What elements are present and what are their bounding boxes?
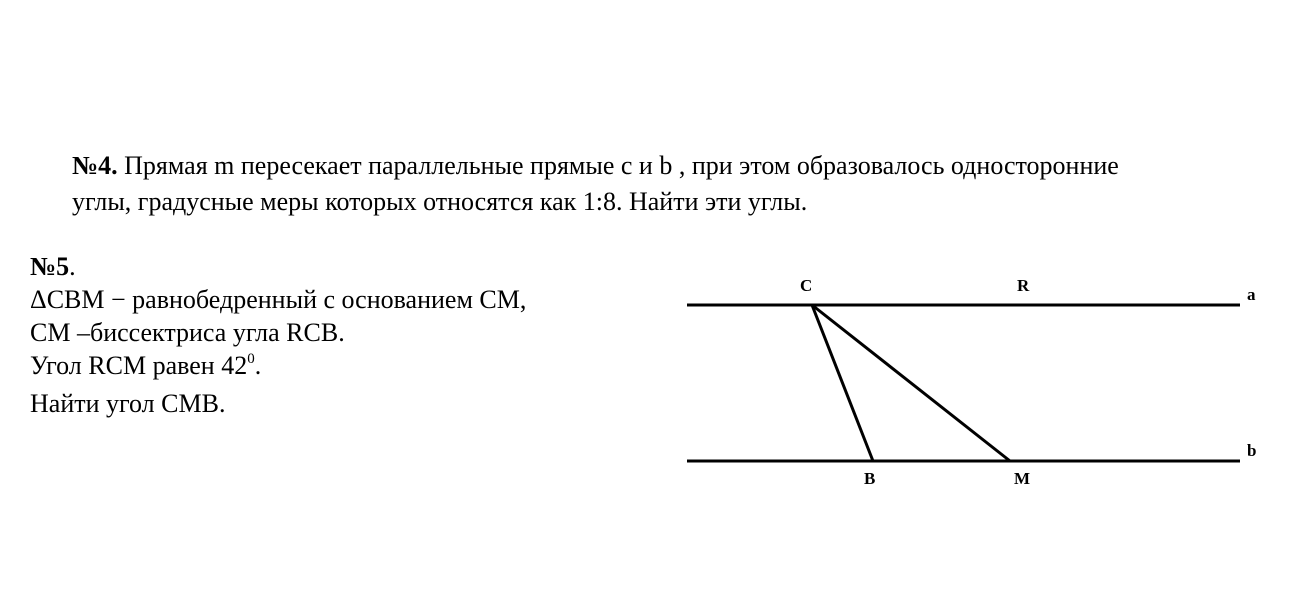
degree-superscript: 0 <box>247 351 255 367</box>
label-c: C <box>800 276 813 295</box>
problem-5-number: №5 <box>30 252 70 281</box>
label-m: M <box>1014 469 1031 488</box>
problem-4-number: №4. <box>72 151 118 180</box>
problem-5-text-2: CM –биссектриса угла RCB. <box>30 318 345 347</box>
problem-4-text-2: углы, градусные меры которых относятся как 1:8. Найти эти углы. <box>72 187 808 216</box>
problem-5-text-3-main: Угол RCM равен 42 <box>30 351 248 380</box>
label-a: a <box>1247 285 1256 304</box>
label-b-line: b <box>1247 441 1257 460</box>
problem-5-text-1: ΔCBM − равнобедренный с основанием CM, <box>30 285 527 314</box>
problem-4-text-1: Прямая m пересекает параллельные прямые c и b , при этом образовалось односторонние <box>117 151 1119 180</box>
problem-5-number-suffix: . <box>69 252 76 281</box>
label-r: R <box>1017 276 1030 295</box>
problem-5-text-3-end: . <box>254 351 262 380</box>
label-b-point: B <box>864 469 876 488</box>
problem-5-text-4: Найти угол CMB. <box>30 389 226 418</box>
